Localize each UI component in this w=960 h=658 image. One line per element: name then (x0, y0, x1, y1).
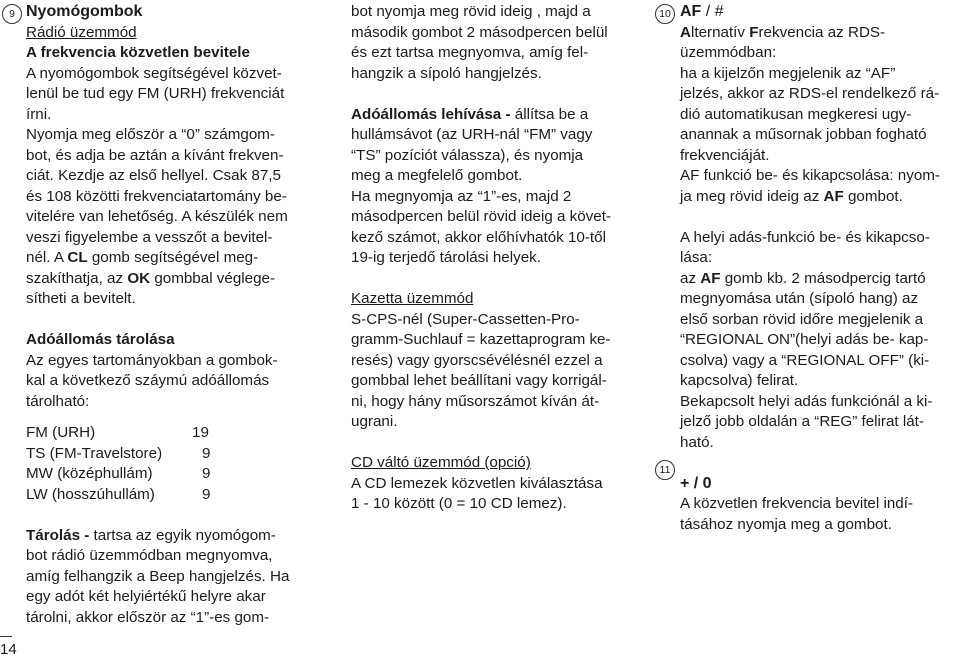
text-line: bot nyomja meg rövid ideig , majd a (351, 3, 591, 20)
text-line: kal a következő száymú adóállomás (26, 372, 270, 389)
text-line: vitelére van lehetőség. A készülék nem (26, 208, 288, 225)
text-line: lenül be tud egy FM (URH) frekvenciát (26, 85, 285, 102)
store-label: Tárolás - (26, 526, 90, 544)
text-line: “TS” pozíciót válassza), és nyomja (351, 146, 584, 164)
text-line: kapcsolva) felirat. (680, 372, 799, 389)
text-line: ható. (680, 433, 714, 451)
zero-key-title: + / 0 (680, 474, 712, 492)
section-title: Nyomógombok (26, 3, 143, 20)
text-line: bot rádió üzemmódban megnyomva, (26, 547, 273, 564)
text-line: S-CPS-nél (Super-Cassetten-Pro- (351, 310, 580, 328)
text-line: gombbal lehet beállítani vagy korrigál- (351, 372, 607, 389)
text-line: csolva) vagy a “REGIONAL OFF” (ki- (680, 351, 930, 369)
text-line: A CD lemezek közvetlen kiválasztása (351, 474, 603, 492)
ok-key-label: OK (127, 269, 151, 287)
text-line: Ha megnyomja az “1”-es, majd 2 (351, 187, 572, 205)
text-line: lása: (680, 249, 713, 266)
cl-key-label: CL (67, 249, 88, 266)
band-table-row: MW (középhullám) 9 (26, 465, 211, 482)
section-number-badge-10: 10 (655, 4, 675, 24)
band-table-row: FM (URH) 19 (26, 424, 209, 441)
af-key-label: AF (700, 269, 721, 287)
text-line: jelző jobb oldalán a “REG” felirat lát- (680, 413, 924, 430)
af-title: AF / # (680, 3, 724, 20)
text-line: Alternatív Frekvencia az RDS- (680, 23, 886, 41)
text-line: 19-ig terjedő tárolási helyek. (351, 249, 541, 266)
text-line: egy adót két helyiértékű helyre akar (26, 588, 266, 605)
text-line: bot, és adja be aztán a kívánt frekven- (26, 146, 284, 164)
text-line: veszi figyelembe a vesszőt a bevitel- (26, 228, 273, 246)
text-line: gramm-Suchlauf = kazettaprogram ke- (351, 331, 611, 348)
text-line: A nyomógombok segítségével közvet- (26, 64, 282, 82)
page-number-rule (0, 636, 12, 637)
text-line: másodpercen belül rövid ideig a követ- (351, 208, 612, 225)
text-line: “REGIONAL ON”(helyi adás be- kap- (680, 331, 929, 348)
section-number-badge-11: 11 (655, 460, 675, 480)
text-line: hangzik a sípoló hangjelzés. (351, 64, 542, 82)
text-line: amíg felhangzik a Beep hangjelzés. Ha (26, 567, 290, 585)
text-line: meg a megfelelő gombot. (351, 167, 523, 184)
text-line: sítheti a bevitelt. (26, 290, 136, 307)
text-line: tárolni, akkor először az “1”-es gom- (26, 608, 270, 626)
radio-mode-heading: Rádió üzemmód (26, 23, 137, 41)
text-line: Bekapcsolt helyi adás funkciónál a ki- (680, 392, 933, 410)
freq-entry-heading: A frekvencia közvetlen bevitele (26, 44, 250, 61)
text-line: és 108 közötti frekvenciatartomány be- (26, 187, 287, 205)
text-line: 1 - 10 között (0 = 10 CD lemez). (351, 495, 567, 512)
text-line: tárolható: (26, 392, 90, 410)
text-line: hullámsávot (az URH-nál “FM” vagy (351, 126, 593, 143)
text-line: szakíthatja, az OK gombbal véglege- (26, 269, 276, 287)
text-line: A helyi adás-funkció be- és kikapcso- (680, 228, 930, 246)
cd-changer-heading: CD váltó üzemmód (opció) (351, 454, 531, 471)
right-column (680, 2, 958, 535)
page-number: 14 (0, 641, 17, 658)
band-table-row: LW (hosszúhullám) 9 (26, 485, 211, 503)
middle-column (351, 2, 629, 515)
text-line: jelzés, akkor az RDS-el rendelkező rá- (680, 85, 940, 102)
text-line: megnyomása után (sípoló hang) az (680, 290, 919, 307)
text-line: frekvenciáját. (680, 146, 770, 164)
text-line: második gombot 2 másodpercen belül (351, 23, 608, 41)
band-table-row: TS (FM-Travelstore) 9 (26, 444, 211, 462)
text-line: Tárolás - tartsa az egyik nyomógom- (26, 526, 276, 544)
text-line: resés) vagy gyorscsévélésnél ezzel a (351, 351, 603, 369)
text-line: ciát. Kezdje az első hellyel. Csak 87,5 (26, 167, 281, 184)
text-line: nél. A CL gomb segítségével meg- (26, 249, 259, 266)
text-line: AF funkció be- és kikapcsolása: nyom- (680, 167, 940, 184)
text-line: Adóállomás lehívása - állítsa be a (351, 105, 589, 123)
recall-label: Adóállomás lehívása - (351, 105, 511, 123)
tape-mode-heading: Kazetta üzemmód (351, 290, 474, 307)
af-key-label: AF (823, 187, 844, 205)
text-line: A közvetlen frekvencia bevitel indí- (680, 495, 913, 512)
text-line: és ezt tartsa megnyomva, amíg fel- (351, 44, 589, 61)
text-line: ugrani. (351, 413, 398, 430)
text-line: ni, hogy hány műsorszámot kíván át- (351, 392, 600, 410)
text-line: Az egyes tartományokban a gombok- (26, 351, 278, 369)
text-line: kező számot, akkor előhívhatók 10-től (351, 228, 606, 246)
text-line: ha a kijelzőn megjelenik az “AF” (680, 64, 896, 82)
text-line: tásához nyomja meg a gombot. (680, 515, 892, 533)
text-line: ja meg rövid ideig az AF gombot. (680, 187, 903, 205)
text-line: dió automatikusan megkeresi ugy- (680, 105, 912, 123)
text-line: anannak a műsornak jobban fogható (680, 126, 927, 143)
text-line: írni. (26, 105, 52, 123)
text-line: Nyomja meg először a “0” számgom- (26, 126, 275, 143)
text-line: üzemmódban: (680, 44, 777, 61)
station-store-heading: Adóállomás tárolása (26, 331, 175, 348)
left-column (26, 2, 326, 628)
text-line: első sorban rövid időre megjelenik a (680, 310, 924, 328)
section-number-badge: 9 (2, 4, 22, 24)
text-line: az AF gomb kb. 2 másodpercig tartó (680, 269, 926, 287)
